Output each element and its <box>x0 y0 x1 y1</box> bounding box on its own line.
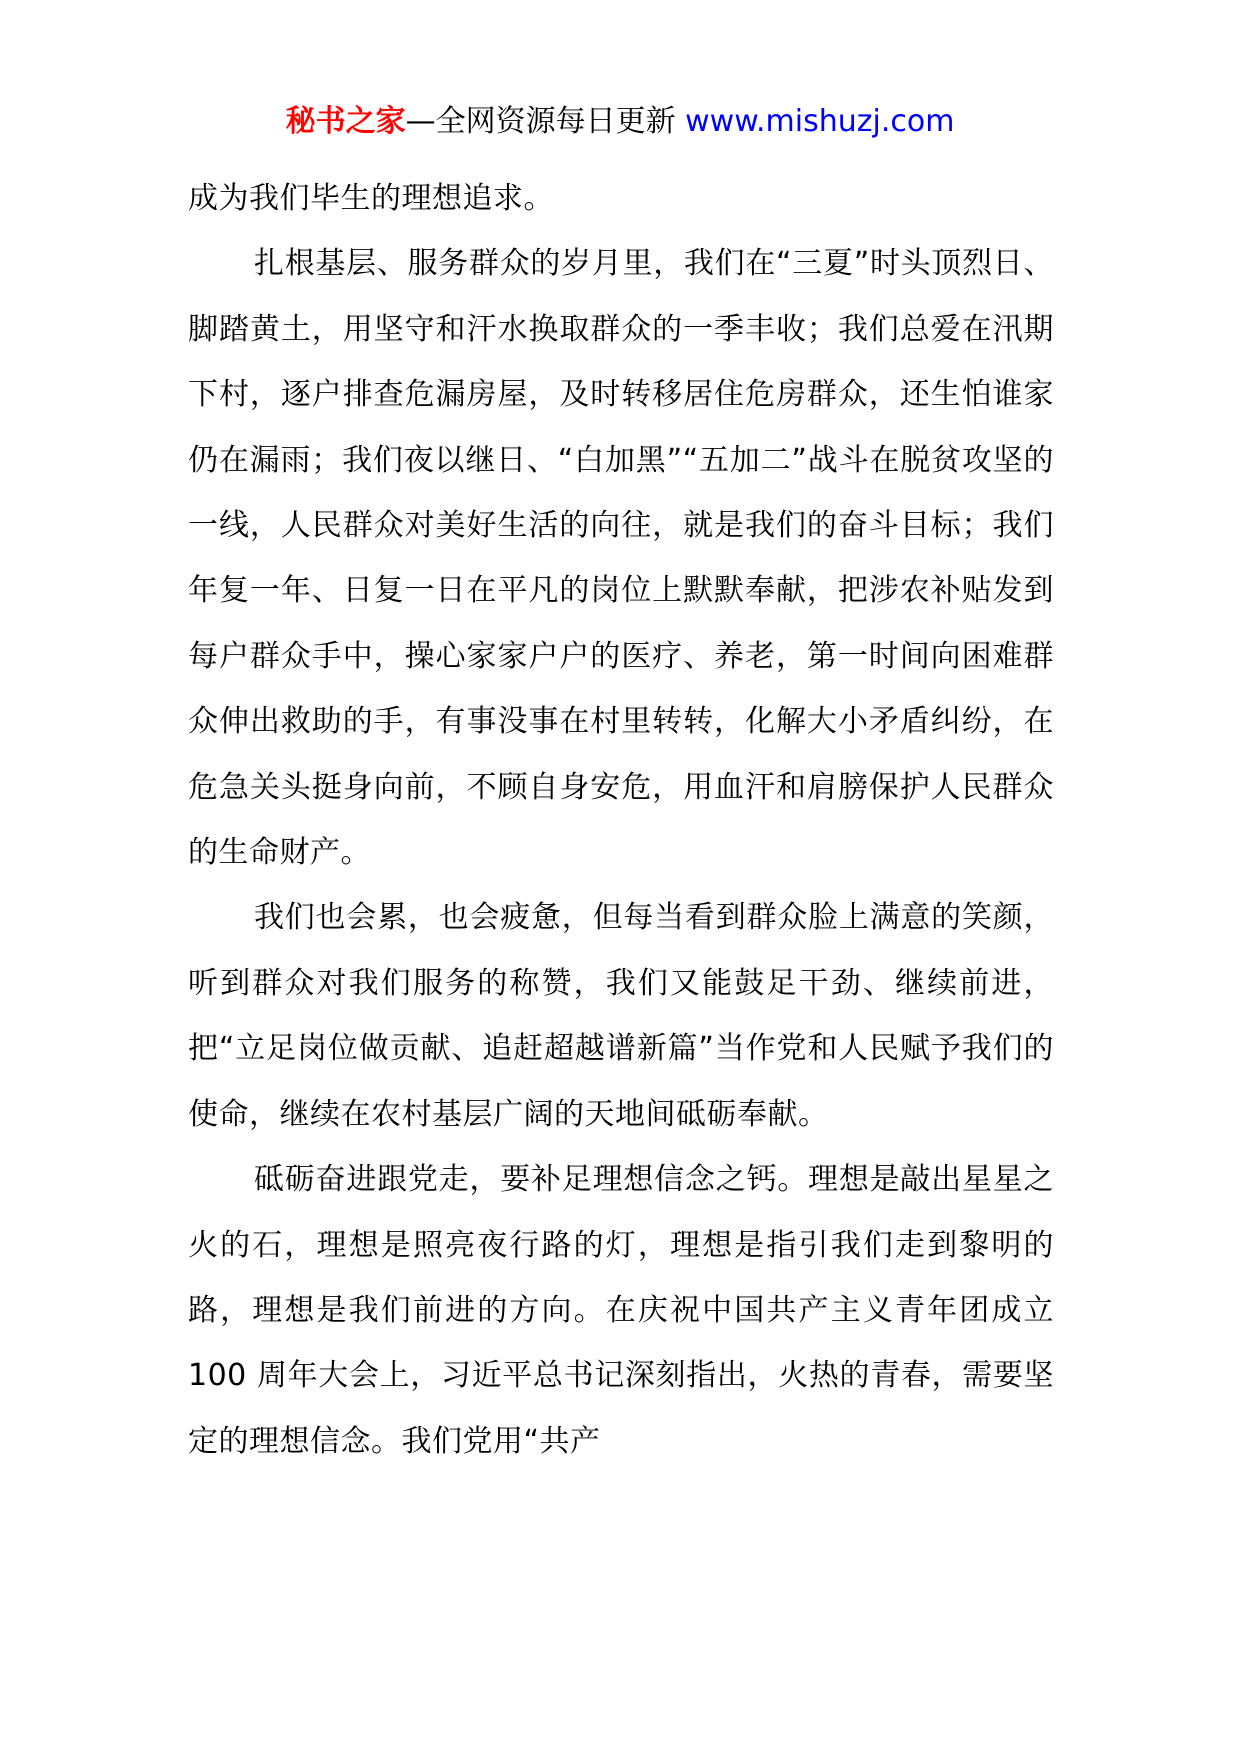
header-tagline: —全网资源每日更新 <box>405 104 686 139</box>
paragraph: 扎根基层、服务群众的岁月里，我们在“三夏”时头顶烈日、脚踏黄土，用坚守和汗水换取群众的一季丰收；我们总爱在汛期下村，逐户排查危漏房屋，及时转移居住危房群众，还生怕谁家仍在漏雨；我们夜以继日、“白加黑”“五加二”战斗在脱贫攻坚的一线，人民群众对美好生活的向往，就是我们的奋斗目标；我们年复一年、日复一日在平凡的岗位上默默奉献，把涉农补贴发到每户群众手中，操心家家户户的医疗、养老，第一时间向困难群众伸出救助的手，有事没事在村里转转，化解大小矛盾纠纷，在危急关头挺身向前，不顾自身安危，用血汗和肩膀保护人民群众的生命财产。 <box>188 246 1054 871</box>
header-brand: 秘书之家 <box>285 104 406 139</box>
page-header <box>0 100 1240 144</box>
paragraph: 砥砺奋进跟党走，要补足理想信念之钙。理想是敲出星星之火的石，理想是照亮夜行路的灯，理想是指引我们走到黎明的路，理想是我们前进的方向。在庆祝中国共产主义青年团成立 100 周年大会上，习近平总书记深刻指出，火热的青春，需要坚定的理想信念。我们党用“共产 <box>188 1162 1054 1459</box>
header-url-link[interactable]: www.mishuzj.com <box>685 104 955 139</box>
paragraph-continuation: 成为我们毕生的理想追求。 <box>188 181 554 216</box>
document-body <box>188 166 1054 1474</box>
paragraph: 我们也会累，也会疲惫，但每当看到群众脸上满意的笑颜，听到群众对我们服务的称赞，我们又能鼓足干劲、继续前进，把“立足岗位做贡献、追赶超越谱新篇”当作党和人民赋予我们的使命，继续在农村基层广阔的天地间砥砺奉献。 <box>188 900 1054 1132</box>
